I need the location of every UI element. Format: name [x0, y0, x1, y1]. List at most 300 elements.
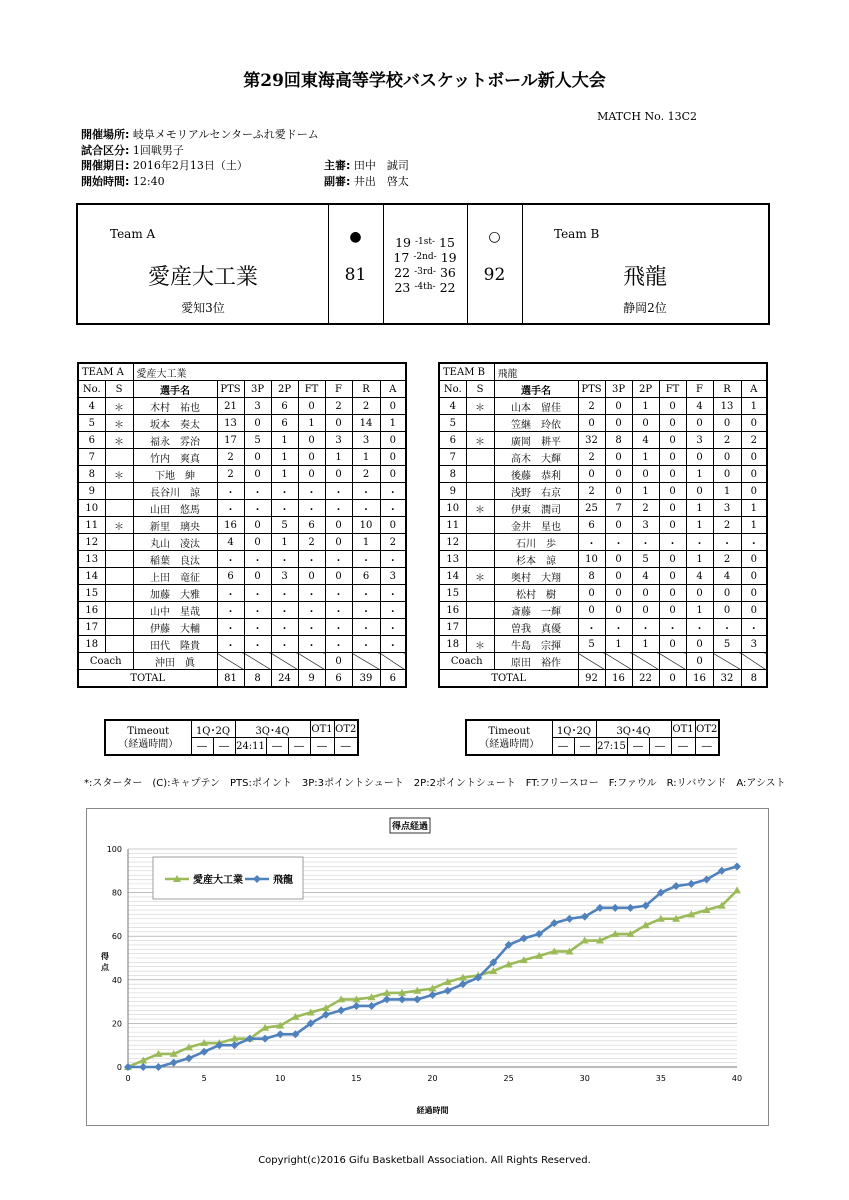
player-row — [78, 585, 406, 602]
stat-cell: 10 — [78, 500, 105, 517]
timeout-period-head: 1Q･2Q — [191, 720, 235, 738]
stat-cell: 0 — [578, 585, 605, 602]
timeout-value: ― — [288, 738, 310, 756]
timeout-label — [105, 720, 191, 755]
team-a-mark: ● — [349, 229, 362, 245]
stat-cell: 14 — [352, 415, 380, 432]
stat-cell: ・ — [325, 551, 352, 568]
stat-cell: 5 — [244, 432, 271, 449]
stat-cell: ＊ — [466, 636, 494, 653]
stat-cell: 0 — [244, 449, 271, 466]
quarter-score-a: 23 — [394, 280, 411, 295]
column-header-row — [439, 381, 767, 398]
total-cell: 39 — [352, 670, 380, 688]
stat-cell: 0 — [686, 483, 713, 500]
player-row — [439, 585, 767, 602]
player-row — [439, 398, 767, 415]
stat-cell: 0 — [686, 585, 713, 602]
stat-cell: ・ — [605, 534, 632, 551]
team-a-stats — [77, 362, 407, 688]
team-a-rank: 愛知3位 — [181, 301, 225, 315]
stat-cell: 2 — [298, 534, 325, 551]
stat-cell: 0 — [325, 466, 352, 483]
abbreviation-legend: *:スターター (C):キャプテン PTS:ポイント 3P:3ポイントシュート 2P:2ポイントシュート FT:フリースロー F:ファウル R:リバウンド A:アシスト — [84, 778, 786, 789]
player-name: 牛島 宗揮 — [494, 636, 578, 653]
player-name: 田代 隆貴 — [133, 636, 217, 653]
total-cell: 0 — [659, 670, 686, 688]
stat-cell: ・ — [244, 551, 271, 568]
stat-cell: 6 — [352, 568, 380, 585]
total-cell: 24 — [271, 670, 298, 688]
stat-cell: ・ — [271, 585, 298, 602]
player-name: 山本 留佳 — [494, 398, 578, 415]
timeout-header-row — [105, 720, 358, 738]
stat-cell: 0 — [380, 466, 406, 483]
player-row — [439, 432, 767, 449]
timeout-subtitle: （経過時間） — [479, 738, 540, 750]
referee1-value: 田中 誠司 — [353, 159, 409, 172]
start-label: 開始時間: — [81, 175, 130, 188]
stat-cell: 0 — [741, 449, 767, 466]
player-row — [439, 517, 767, 534]
stat-cell: ・ — [380, 483, 406, 500]
stat-cell: 0 — [659, 585, 686, 602]
player-name: 山中 星哉 — [133, 602, 217, 619]
player-row — [78, 517, 406, 534]
y-tick-label: 0 — [116, 1063, 122, 1072]
timeout-period-head: OT2 — [334, 720, 358, 738]
data-point — [733, 886, 741, 893]
stat-cell: ・ — [352, 619, 380, 636]
stat-cell: 0 — [605, 517, 632, 534]
stat-cell: 17 — [78, 619, 105, 636]
player-row — [439, 636, 767, 653]
timeout-value: ― — [213, 738, 235, 756]
stat-cell: 10 — [439, 500, 466, 517]
quarter-score-b: 19 — [440, 250, 457, 265]
stat-cell: 14 — [439, 568, 466, 585]
data-point — [185, 1054, 193, 1062]
data-point — [398, 995, 406, 1003]
player-name: 後藤 恭利 — [494, 466, 578, 483]
stat-cell: ・ — [298, 483, 325, 500]
timeout-period-head: 3Q･4Q — [596, 720, 671, 738]
y-tick-label: 80 — [111, 888, 122, 898]
x-tick-label: 0 — [125, 1074, 131, 1083]
player-name: 下地 紳 — [133, 466, 217, 483]
start-value: 12:40 — [132, 175, 165, 188]
team-label: TEAM A — [78, 363, 133, 381]
stat-cell: 1 — [325, 449, 352, 466]
quarter-scores — [383, 235, 467, 295]
data-point — [200, 1048, 208, 1056]
player-row — [78, 415, 406, 432]
stat-cell: 0 — [741, 551, 767, 568]
total-cell: 22 — [632, 670, 659, 688]
stat-cell: ・ — [380, 619, 406, 636]
stat-cell: 2 — [713, 432, 741, 449]
stat-cell: ・ — [298, 602, 325, 619]
column-header: 2P — [271, 381, 298, 398]
team-a-label: Team A — [110, 227, 156, 241]
venue-value: 岐阜メモリアルセンターふれ愛ドーム — [132, 128, 319, 141]
player-row — [78, 619, 406, 636]
total-row — [439, 670, 767, 688]
team-b-timeouts — [465, 719, 720, 756]
timeout-header-row — [466, 720, 719, 738]
stat-cell: 3 — [741, 636, 767, 653]
stat-cell: 2 — [578, 483, 605, 500]
stat-cell: 0 — [632, 415, 659, 432]
stat-cell: ・ — [325, 636, 352, 653]
stat-cell: 8 — [439, 466, 466, 483]
stat-cell: 0 — [605, 415, 632, 432]
player-row — [439, 619, 767, 636]
x-tick-label: 30 — [579, 1074, 590, 1083]
player-row — [78, 602, 406, 619]
stat-cell: ・ — [352, 636, 380, 653]
y-tick-label: 20 — [111, 1019, 122, 1029]
stat-cell: ・ — [271, 619, 298, 636]
stat-cell: 0 — [380, 398, 406, 415]
coach-row — [78, 653, 406, 670]
stat-cell: 10 — [352, 517, 380, 534]
stat-cell: 3 — [352, 432, 380, 449]
stat-cell: ・ — [271, 602, 298, 619]
player-name: 上田 竜征 — [133, 568, 217, 585]
copyright: Copyright(c)2016 Gifu Basketball Association. All Rights Reserved. — [258, 1155, 591, 1166]
stat-cell: 0 — [713, 415, 741, 432]
stat-cell — [466, 483, 494, 500]
stat-cell: 0 — [380, 432, 406, 449]
data-point — [566, 915, 574, 923]
player-row — [78, 500, 406, 517]
total-cell: 81 — [217, 670, 244, 688]
stat-cell: 3 — [380, 568, 406, 585]
y-axis-label: 点 — [101, 963, 109, 972]
stat-cell: 0 — [659, 466, 686, 483]
stat-cell: 0 — [325, 568, 352, 585]
stat-cell: ・ — [217, 619, 244, 636]
total-cell: 8 — [741, 670, 767, 688]
stat-cell — [105, 500, 133, 517]
data-point — [170, 1059, 178, 1067]
column-header: A — [380, 381, 406, 398]
stat-cell: 0 — [325, 517, 352, 534]
stat-cell: ・ — [271, 636, 298, 653]
stat-cell: 0 — [244, 517, 271, 534]
stat-cell: ・ — [578, 534, 605, 551]
total-label: TOTAL — [78, 670, 217, 688]
stat-cell — [466, 585, 494, 602]
timeout-period-head: 3Q･4Q — [235, 720, 310, 738]
stat-cell: ・ — [325, 619, 352, 636]
team-b-name: 飛龍 — [622, 265, 667, 290]
stat-cell: 5 — [78, 415, 105, 432]
timeout-value: 27:15 — [596, 738, 627, 756]
total-row — [78, 670, 406, 688]
column-header: F — [325, 381, 352, 398]
player-name: 伊東 潤司 — [494, 500, 578, 517]
stat-cell: 13 — [217, 415, 244, 432]
stat-cell: 0 — [298, 398, 325, 415]
stat-cell: ＊ — [466, 568, 494, 585]
player-row — [439, 483, 767, 500]
stat-cell: 1 — [741, 398, 767, 415]
stat-cell: 4 — [632, 432, 659, 449]
column-header: No. — [439, 381, 466, 398]
blank-cell — [713, 653, 741, 670]
quarter-row — [383, 280, 467, 295]
scoreboard — [76, 203, 770, 325]
timeout-period-head: OT1 — [310, 720, 334, 738]
stat-cell: 1 — [632, 398, 659, 415]
blank-cell — [352, 653, 380, 670]
player-name: 松村 樹 — [494, 585, 578, 602]
stat-cell: ・ — [713, 534, 741, 551]
stat-cell: 1 — [271, 534, 298, 551]
player-row — [78, 466, 406, 483]
stat-cell: 0 — [659, 415, 686, 432]
team-header-row — [78, 363, 406, 381]
player-name: 山田 悠馬 — [133, 500, 217, 517]
legend-label: 飛龍 — [273, 875, 293, 886]
stat-cell: 16 — [217, 517, 244, 534]
player-row — [78, 551, 406, 568]
stat-cell: ・ — [298, 585, 325, 602]
blank-cell — [578, 653, 605, 670]
stat-cell: 0 — [605, 602, 632, 619]
stat-cell — [466, 517, 494, 534]
timeout-value: ― — [334, 738, 358, 756]
timeout-value: ― — [671, 738, 695, 756]
stat-cell: 0 — [659, 517, 686, 534]
data-point — [383, 995, 391, 1003]
stat-cell: 6 — [439, 432, 466, 449]
stat-cell: 8 — [78, 466, 105, 483]
player-name: 奥村 大翔 — [494, 568, 578, 585]
stat-cell: 0 — [686, 636, 713, 653]
stat-cell — [105, 602, 133, 619]
stat-cell: 9 — [78, 483, 105, 500]
team-b-stats — [438, 362, 768, 688]
player-name: 高木 大輝 — [494, 449, 578, 466]
stat-cell: ・ — [632, 619, 659, 636]
stat-cell: ・ — [352, 585, 380, 602]
stat-cell: 0 — [578, 602, 605, 619]
stat-cell: 1 — [632, 636, 659, 653]
stat-cell: 18 — [78, 636, 105, 653]
player-row — [439, 551, 767, 568]
stat-cell: 1 — [632, 449, 659, 466]
stat-cell: 0 — [605, 466, 632, 483]
data-point — [261, 1035, 269, 1043]
stat-cell: 5 — [713, 636, 741, 653]
data-point — [626, 904, 634, 912]
player-name: 加藤 大雅 — [133, 585, 217, 602]
quarter-row — [383, 265, 467, 280]
stat-cell: 13 — [78, 551, 105, 568]
coach-row — [439, 653, 767, 670]
stat-cell: 6 — [271, 415, 298, 432]
total-cell: 9 — [298, 670, 325, 688]
stat-cell: ＊ — [466, 398, 494, 415]
referee1-label: 主審: — [324, 159, 351, 172]
stat-cell: 5 — [632, 551, 659, 568]
stat-cell: 0 — [632, 466, 659, 483]
stat-cell: ・ — [298, 500, 325, 517]
player-row — [439, 500, 767, 517]
stat-cell: 2 — [217, 466, 244, 483]
coach-name: 沖田 眞 — [133, 653, 217, 670]
stat-cell: 18 — [439, 636, 466, 653]
stat-cell: 7 — [78, 449, 105, 466]
stat-cell — [105, 585, 133, 602]
stat-cell: 0 — [605, 568, 632, 585]
stat-cell: 0 — [713, 602, 741, 619]
quarter-label: -4th- — [414, 282, 436, 292]
stat-cell: 0 — [713, 466, 741, 483]
stat-cell: 0 — [632, 602, 659, 619]
coach-fouls: 0 — [325, 653, 352, 670]
x-tick-label: 15 — [351, 1074, 362, 1083]
stat-cell: 1 — [686, 551, 713, 568]
blank-cell — [298, 653, 325, 670]
stat-cell: ・ — [380, 636, 406, 653]
stat-cell: 4 — [439, 398, 466, 415]
stat-cell: 2 — [713, 551, 741, 568]
stat-cell — [466, 602, 494, 619]
stat-cell: 0 — [659, 568, 686, 585]
column-header: 選手名 — [494, 381, 578, 398]
stat-cell: ・ — [380, 602, 406, 619]
quarter-label: -1st- — [414, 237, 436, 247]
player-name: 曽我 真優 — [494, 619, 578, 636]
stat-cell: 0 — [298, 449, 325, 466]
stat-cell: 0 — [741, 415, 767, 432]
stat-cell: 15 — [78, 585, 105, 602]
player-row — [78, 449, 406, 466]
stat-cell: 1 — [713, 483, 741, 500]
stat-cell: 0 — [380, 449, 406, 466]
stat-cell: ・ — [632, 534, 659, 551]
x-tick-label: 5 — [201, 1074, 207, 1083]
stat-cell: ・ — [271, 551, 298, 568]
blank-cell — [741, 653, 767, 670]
date-value: 2016年2月13日（土） — [132, 159, 248, 172]
timeout-value: 24:11 — [235, 738, 266, 756]
player-row — [439, 602, 767, 619]
stat-cell: 6 — [217, 568, 244, 585]
stat-cell: 1 — [271, 432, 298, 449]
match-number: MATCH No. 13C2 — [597, 110, 697, 123]
stat-cell: 0 — [605, 483, 632, 500]
stat-cell: 2 — [713, 517, 741, 534]
stat-cell — [105, 551, 133, 568]
player-name: 金井 星也 — [494, 517, 578, 534]
player-row — [439, 534, 767, 551]
stat-cell: ・ — [659, 619, 686, 636]
y-tick-label: 100 — [106, 845, 122, 854]
timeout-value: ― — [574, 738, 596, 756]
stat-cell: ・ — [325, 602, 352, 619]
column-header: S — [105, 381, 133, 398]
stat-cell — [466, 551, 494, 568]
stat-cell: ・ — [271, 500, 298, 517]
stat-cell: ・ — [217, 483, 244, 500]
stat-cell: 25 — [578, 500, 605, 517]
stat-cell: ・ — [217, 500, 244, 517]
stat-cell: 0 — [578, 415, 605, 432]
stat-cell: 1 — [741, 500, 767, 517]
stat-cell: 4 — [78, 398, 105, 415]
stat-cell: ＊ — [466, 500, 494, 517]
x-tick-label: 10 — [275, 1074, 286, 1083]
stat-cell: ＊ — [105, 415, 133, 432]
stat-cell: 0 — [659, 483, 686, 500]
stat-cell: 11 — [439, 517, 466, 534]
stat-cell — [105, 449, 133, 466]
stat-cell: 0 — [741, 585, 767, 602]
column-header: F — [686, 381, 713, 398]
stat-cell: 7 — [439, 449, 466, 466]
column-header: PTS — [578, 381, 605, 398]
team-b-mark: ○ — [488, 229, 501, 245]
player-name: 伊藤 大輔 — [133, 619, 217, 636]
data-point — [231, 1041, 239, 1049]
timeout-value: ― — [191, 738, 213, 756]
data-point — [611, 904, 619, 912]
column-header: FT — [298, 381, 325, 398]
timeout-title: Timeout — [488, 725, 531, 737]
stat-cell: ・ — [325, 500, 352, 517]
date-row — [81, 157, 248, 173]
quarter-score-b: 22 — [439, 280, 456, 295]
total-cell: 16 — [605, 670, 632, 688]
player-name: 笠継 玲依 — [494, 415, 578, 432]
referee2-row — [324, 173, 409, 189]
venue-label: 開催場所: — [81, 128, 130, 141]
blank-cell — [271, 653, 298, 670]
start-row — [81, 173, 165, 189]
y-axis-label: 得 — [101, 952, 109, 961]
quarter-score-b: 15 — [439, 235, 455, 250]
timeout-subtitle: （経過時間） — [118, 738, 179, 750]
quarter-score-b: 36 — [439, 265, 456, 280]
stat-cell: 2 — [380, 534, 406, 551]
player-name: 福永 雰治 — [133, 432, 217, 449]
stat-cell: 1 — [352, 449, 380, 466]
blank-cell — [659, 653, 686, 670]
stat-cell: 1 — [686, 517, 713, 534]
total-cell: 8 — [244, 670, 271, 688]
data-point — [444, 987, 452, 995]
player-name: 丸山 凌汰 — [133, 534, 217, 551]
team-label: TEAM B — [439, 363, 494, 381]
stat-cell: ・ — [380, 551, 406, 568]
team-a-score: 81 — [344, 265, 367, 285]
data-point — [520, 934, 528, 942]
stat-cell: 4 — [686, 398, 713, 415]
stat-cell: 2 — [578, 449, 605, 466]
stat-cell: 12 — [439, 534, 466, 551]
stat-cell: ＊ — [105, 517, 133, 534]
stat-cell: 11 — [78, 517, 105, 534]
date-label: 開催期日: — [81, 159, 130, 172]
stat-cell: 0 — [741, 602, 767, 619]
stat-cell: 1 — [271, 466, 298, 483]
stat-cell: ＊ — [105, 398, 133, 415]
